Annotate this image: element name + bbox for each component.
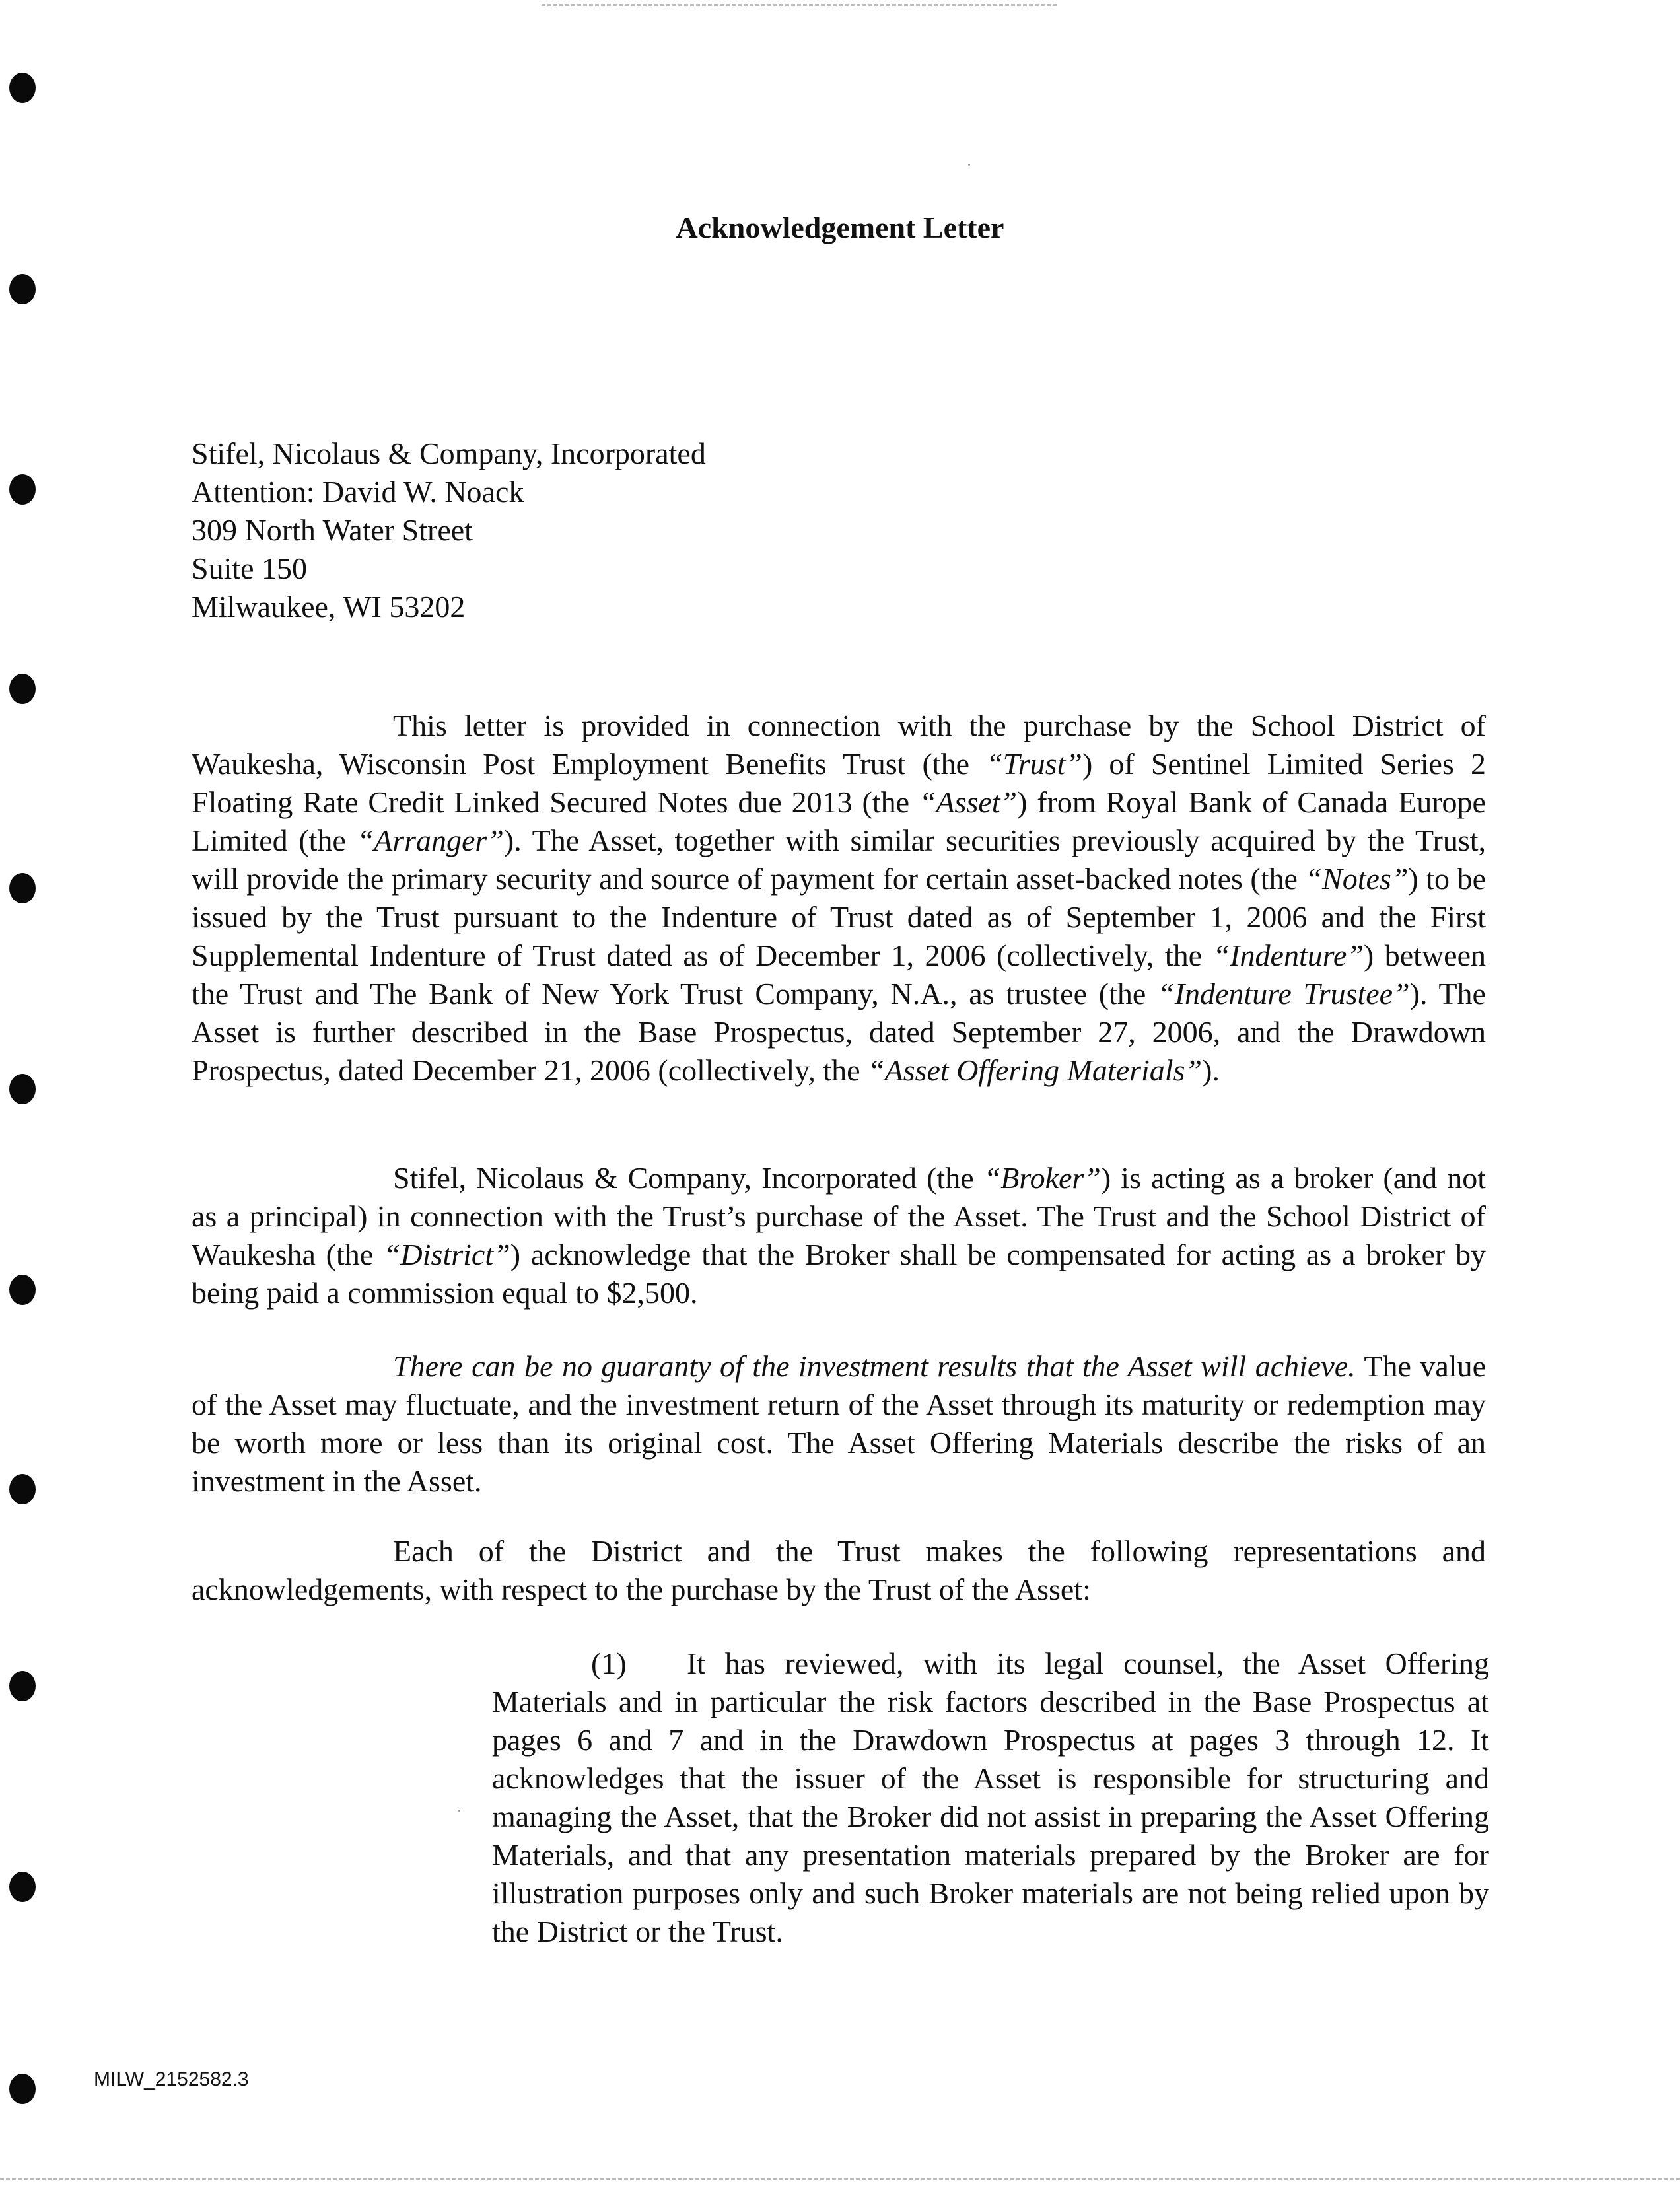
item-number: (1): [591, 1646, 627, 1680]
scan-edge-top: [542, 0, 1057, 6]
scan-speck: [968, 164, 970, 166]
defined-term: “Broker”: [983, 1161, 1101, 1195]
defined-term: “Asset”: [919, 785, 1018, 819]
punch-hole: [9, 274, 36, 304]
paragraph-text: ). The Asset is further described in the Base Prospectus, dated September 27, 2006, and the Drawdown Prospectus, dated December 21, 2006 (collectively, the: [192, 977, 1486, 1087]
document-id-footer: MILW_2152582.3: [94, 2068, 249, 2090]
scan-speck: [458, 1810, 460, 1812]
numbered-item-1: [492, 1644, 1489, 1951]
punch-hole: [9, 1872, 36, 1902]
paragraph-text: ) between the Trust and The Bank of New York Trust Company, N.A., as trustee (the: [192, 938, 1486, 1010]
recipient-address-block: [192, 435, 706, 626]
paragraph-text: ) is acting as a broker (and not as a principal) in connection with the Trust’s purchase of the Asset. The Trust and the School District of Waukesha (the: [192, 1161, 1487, 1271]
address-line: Stifel, Nicolaus & Company, Incorporated: [192, 437, 706, 470]
paragraph-purchase-description: [192, 707, 1486, 1090]
paragraph-text: The value of the Asset may fluctuate, and the investment return of the Asset through its maturity or redemption may be worth more or less than its original cost. The Asset Offering Materials describe the risks of an investment in the Asset.: [192, 1349, 1486, 1498]
paragraph-text: ) acknowledge that the Broker shall be compensated for acting as a broker by being paid a commission equal to $2,500.: [192, 1238, 1486, 1310]
paragraph-text: Stifel, Nicolaus & Company, Incorporated (the: [393, 1161, 984, 1195]
defined-term: “Indenture Trustee”: [1158, 977, 1410, 1010]
address-line: Suite 150: [192, 551, 308, 585]
defined-term: “Notes”: [1305, 862, 1409, 896]
defined-term: “District”: [383, 1238, 510, 1271]
scan-edge-bottom: [0, 2178, 1680, 2180]
paragraph-text: ).: [1202, 1053, 1220, 1087]
paragraph-representations-intro: [192, 1532, 1486, 1609]
address-line: Attention: David W. Noack: [192, 475, 524, 509]
paragraph-investment-risk: [192, 1347, 1486, 1500]
defined-term: “Indenture”: [1212, 938, 1364, 972]
paragraph-text: ). The Asset, together with similar securities previously acquired by the Trust, will provide the primary security and source of payment for certain asset-backed notes (the: [192, 824, 1487, 896]
paragraph-broker-compensation: [192, 1159, 1486, 1312]
punch-hole: [9, 1671, 36, 1701]
paragraph-text: ) from Royal Bank of Canada Europe Limited (the: [192, 785, 1486, 857]
punch-hole: [9, 1275, 36, 1305]
punch-hole: [9, 1474, 36, 1504]
punch-hole: [9, 873, 36, 903]
punch-hole: [9, 674, 36, 704]
paragraph-text: ) to be issued by the Trust pursuant to the Indenture of Trust dated as of September 1, 2006 and the First Supplemental Indenture of Trust dated as of December 1, 2006 (collectively, the: [192, 862, 1486, 972]
emphasized-statement: There can be no guaranty of the investment results that the Asset will achieve.: [393, 1349, 1356, 1383]
defined-term: “Asset Offering Materials”: [868, 1053, 1203, 1087]
address-line: Milwaukee, WI 53202: [192, 590, 466, 623]
item-text: It has reviewed, with its legal counsel, the Asset Offering Materials and in particular the risk factors described in the Base Prospectus at pages 6 and 7 and in the Drawdown Prospectus at pages 3 through 12. It acknowledges that the issuer of the Asset is responsible for structuring and managing the Asset, that the Broker did not assist in preparing the Asset Offering Materials, and that any presentation materials prepared by the Broker are for illustration purposes only and such Broker materials are not being relied upon by the District or the Trust.: [492, 1646, 1489, 1948]
defined-term: “Trust”: [986, 747, 1082, 781]
address-line: 309 North Water Street: [192, 513, 473, 547]
paragraph-text: ) of Sentinel Limited Series 2 Floating Rate Credit Linked Secured Notes due 2013 (the: [192, 747, 1486, 819]
punch-hole: [9, 73, 36, 103]
paragraph-text: This letter is provided in connection with the purchase by the School District of Waukesha, Wisconsin Post Employment Benefits Trust (the: [192, 709, 1486, 781]
punch-hole: [9, 1074, 36, 1104]
punch-hole: [9, 2074, 36, 2104]
defined-term: “Arranger”: [357, 824, 504, 857]
paragraph-text: Each of the District and the Trust makes the following representations and acknowledgements, with respect to the purchase by the Trust of the Asset:: [192, 1534, 1486, 1606]
letter-title: Acknowledgement Letter: [676, 211, 1004, 244]
punch-hole: [9, 474, 36, 505]
